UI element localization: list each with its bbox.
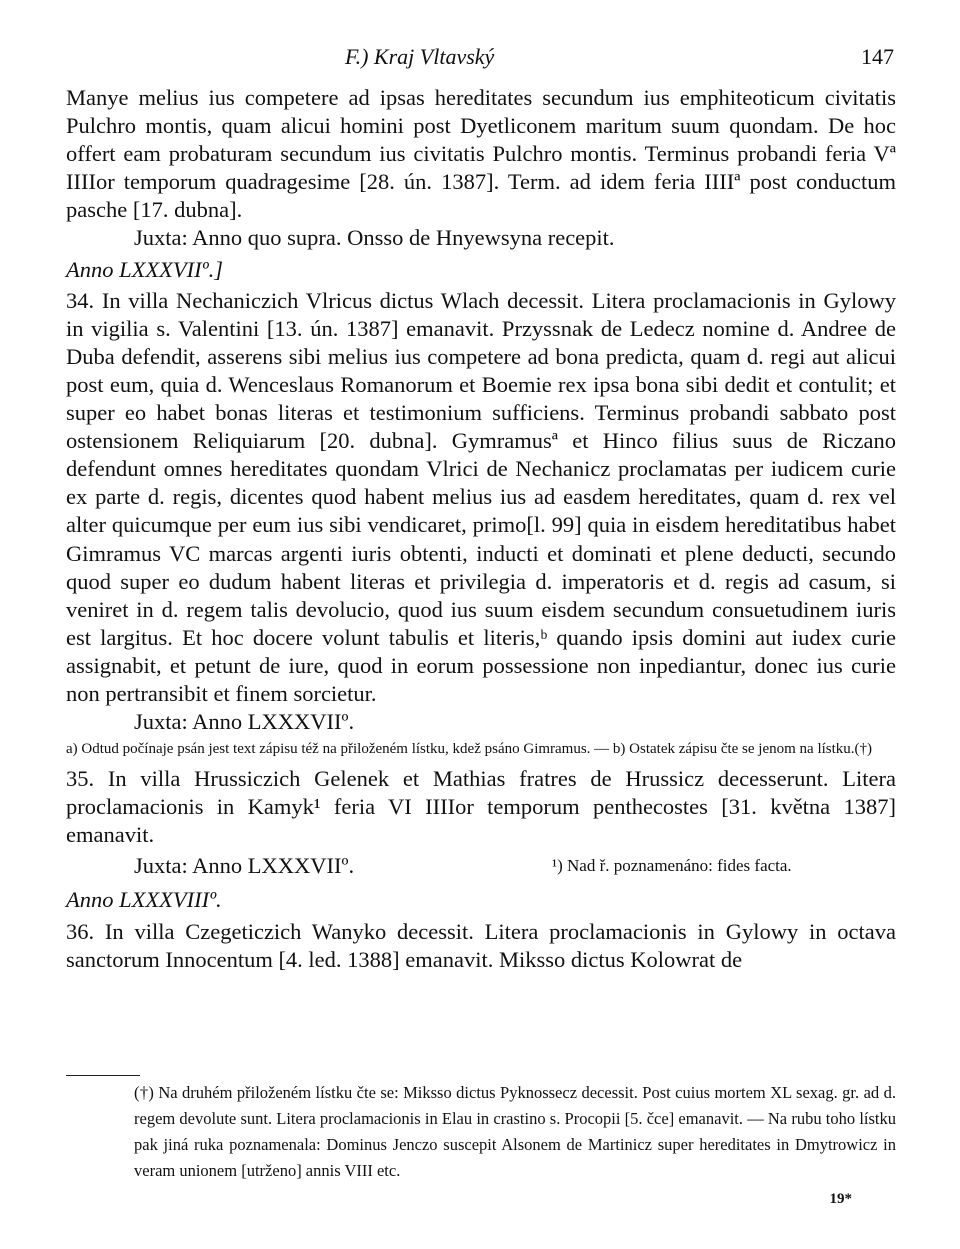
year-heading-1388: Anno LXXXVIIIº. [66, 887, 222, 913]
juxta-row-35 [66, 853, 896, 883]
paragraph-intro: Manye melius ius competere ad ipsas hereditates secundum ius emphiteoticum civitatis Pulchro montis, quam alicui homini post Dyetliconem maritum suum quondam. De hoc offert eam probaturam secundum ius civitatis Pulchro montis. Terminus probandi feria Vª IIIIor temporum quadragesime [28. ún. 1387]. Term. ad idem feria IIIIª post conductum pasche [17. dubna]. [66, 85, 896, 223]
entry-35-note: ¹) Nad ř. poznamenáno: fides facta. [552, 856, 792, 876]
running-header [0, 44, 960, 74]
signature-mark: 19* [829, 1191, 852, 1207]
juxta-note-34: Juxta: Anno LXXXVIIº. [134, 709, 355, 735]
juxta-note-35: Juxta: Anno LXXXVIIº. [134, 853, 355, 879]
main-text [66, 84, 896, 974]
entry-34-note: a) Odtud počínaje psán jest text zápisu též na přiloženém lístku, kdež psáno Gimramus. — b) Ostatek zápisu čte se jenom na lístku.(†) [66, 741, 873, 758]
entry-35: 35. In villa Hrussiczich Gelenek et Mathias fratres de Hrussicz decesserunt. Litera proclamacionis in Kamyk¹ feria VI IIIIor temporum penthecostes [31. května 1387] emanavit. [66, 766, 896, 848]
entry-36: 36. In villa Czegeticzich Wanyko decessit. Litera proclamacionis in Gylowy in octava sanctorum Innocentum [4. led. 1388] emanavit. Miksso dictus Kolowrat de [66, 918, 896, 972]
header-title: F.) Kraj Vltavský [345, 44, 495, 69]
footnote-rule [66, 1075, 140, 1076]
entry-34: 34. In villa Nechaniczich Vlricus dictus Wlach decessit. Litera proclamacionis in Gylowy in vigilia s. Valentini [13. ún. 1387] emanavit. Przyssnak de Ledecz nomine d. Andree de Duba defendit, asserens sibi melius ius competere ad bona predicta, quam d. regi aut alicui post eum, quia d. Wenceslaus Romanorum et Boemie rex ipsa bona sibi dedit et contulit; et super eo habet bonas literas et testimonium sufficiens. Terminus probandi sabbato post ostensionem Reliquiarum [20. dubna]. Gymramusª et Hinco filius suus de Riczano defendunt omnes hereditates quondam Vlrici de Nechanicz proclamatas per iudicem curie ex parte d. regis, dicentes quod habent melius ius ad easdem hereditates, quam d. rex vel alter quicumque per eum ius sibi vendicaret, primo[l. 99] quia in eisdem hereditatibus habet Gimramus VC marcas argenti iuris obtenti, inducti et dominati et plene deducti, secundo quod super eo dudum habent literas et privilegia d. imperatoris et d. regis ad casum, si veniret in d. regem talis devolucio, quod ius suum eisdem secundum consuetudinem iuris est largitus. Et hoc docere volunt tabulis et literis,ᵇ quando ipsis domini aut iudex curie assignabit, et petunt de iure, quod in eorum possessione non inpediantur, donec ius curie non pertransibit et finem sorcietur. [66, 287, 896, 706]
page-number: 147 [861, 44, 894, 69]
juxta-note-intro: Juxta: Anno quo supra. Onsso de Hnyewsyna recepit. [134, 225, 615, 251]
year-heading-1387: Anno LXXXVIIº.] [66, 256, 223, 282]
footnote-text: (†) Na druhém přiloženém lístku čte se: Miksso dictus Pyknossecz decessit. Post cuius mortem XL sexag. gr. ad d. regem devolute sunt. Litera proclamacionis in Elau in crastino s. Procopii [5. čce] emanavit. — Na rubu toho lístku pak jiná ruka poznamenala: Dominus Jenczo suscepit Alsonem de Martinicz super hereditates in Dmytrowicz in veram unionem [utrženo] annis VIII etc. [134, 1083, 896, 1180]
footnote [66, 1080, 896, 1184]
